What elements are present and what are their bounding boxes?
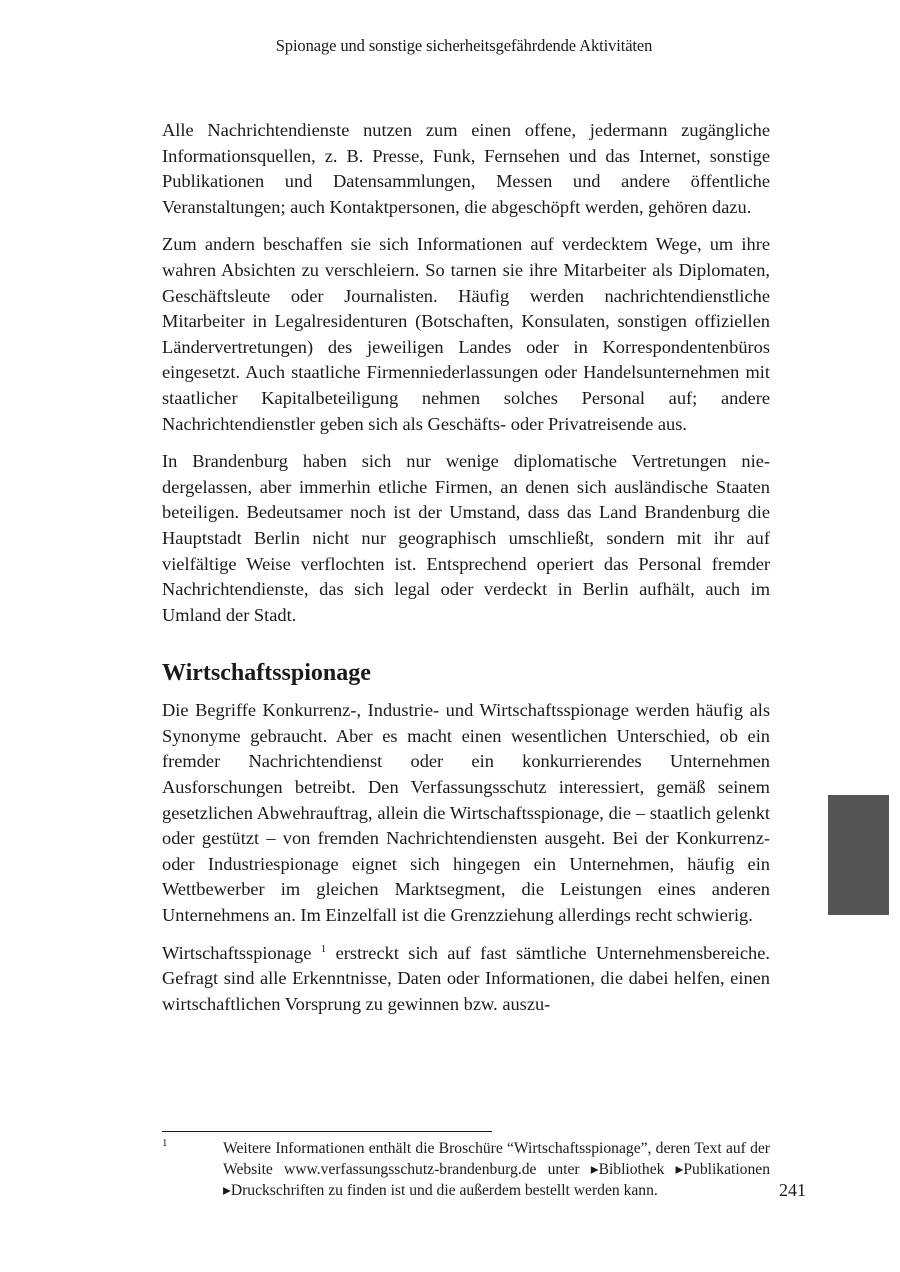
paragraph-scope-text: erstreckt sich auf fast sämtliche Unternehmensbereiche. Gefragt sind alle Erkenntnisse, Daten oder Informationen, die dabei helfen, einen wirtschaftlichen Vorsprung zu gewinnen bzw. auszu- [162, 942, 770, 1014]
paragraph-brandenburg: In Brandenburg haben sich nur wenige diplomatische Vertretungen niedergelassen, aber immerhin etliche Firmen, an denen sich ausländische Staaten beteiligen. Bedeutsamer noch ist der Umstand, dass das Land Brandenburg die Hauptstadt Berlin nicht nur geographisch umschließt, sondern mit ihr auf vielfältige Weise verflochten ist. Entsprechend operiert das Personal fremder Nachrichtendienste, das sich legal oder verdeckt in Berlin aufhält, auch im Umland der Stadt. [162, 451, 770, 625]
main-text [162, 118, 770, 1029]
footnote-number: 1 [162, 1137, 168, 1149]
footnote-reference[interactable]: 1 [320, 942, 327, 955]
paragraph-scope [162, 941, 770, 1018]
page-number: 241 [779, 1180, 806, 1200]
running-header: Spionage und sonstige sicherheitsgefährdende Aktivitäten [275, 36, 653, 55]
section-heading: Wirtschaftsspionage [162, 660, 371, 687]
paragraph-definitions: Die Begriffe Konkurrenz-, Industrie- und Wirtschaftsspionage werden häufig als Synonyme gebraucht. Aber es macht einen wesentlichen Unterschied, ob ein fremder Nachrichtendienst oder ein konkurrierendes Unternehmen Ausforschungen betreibt. Den Verfassungsschutz interessiert, gemäß seinem gesetzlichen Abwehrauftrag, allein die Wirtschaftsspionage, die – staatlich gelenkt oder gestützt – von fremden Nachrichtendiensten ausgeht. Bei der Konkurrenz- oder Industriespionage eignet sich hingegen ein Unternehmen, häufig ein Wettbewerber im gleichen Marktsegment, die Leistungen eines anderen Unternehmens an. Im Einzelfall ist die Grenzziehung allerdings recht schwierig. [162, 700, 770, 926]
paragraph-open-sources: Alle Nachrichtendienste nutzen zum einen offene, jedermann zugängliche Informationsquellen, z. B. Presse, Funk, Fernsehen und das Internet, sonstige Publikationen und Datensammlungen, Messen und andere öffentliche Veranstaltungen; auch Kontaktpersonen, die abgeschöpft werden, gehören dazu. [162, 120, 770, 217]
footnote-text: Weitere Informationen enthält die Broschüre “Wirtschaftsspionage”, deren Text auf der Website www.verfassungsschutz-brandenburg.de unter ▸Bibliothek ▸Publikationen ▸Druckschriften zu finden ist und die außerdem bestellt werden kann. [223, 1140, 770, 1199]
paragraph-scope-lead: Wirtschaftsspionage [162, 942, 312, 963]
footnote-divider [162, 1131, 492, 1132]
chapter-thumb-tab [828, 795, 889, 915]
paragraph-covert-methods: Zum andern beschaffen sie sich Informationen auf verdecktem Wege, um ihre wahren Absichten zu verschleiern. So tarnen sie ihre Mitarbeiter als Diplomaten, Geschäftsleute oder Journalisten. Häufig werden nachrichtendienstliche Mitarbeiter in Legalresidenturen (Botschaften, Konsulaten, sonstigen offiziellen Ländervertretungen) des jeweiligen Landes oder in Korrespondentenbüros eingesetzt. Auch staatliche Firmenniederlassungen oder Handelsunternehmen mit staatlicher Kapitalbeteiligung nehmen solches Personal auf; andere Nachrichtendienstler geben sich als Geschäfts- oder Privatreisende aus. [162, 234, 770, 434]
footnote [162, 1138, 770, 1201]
